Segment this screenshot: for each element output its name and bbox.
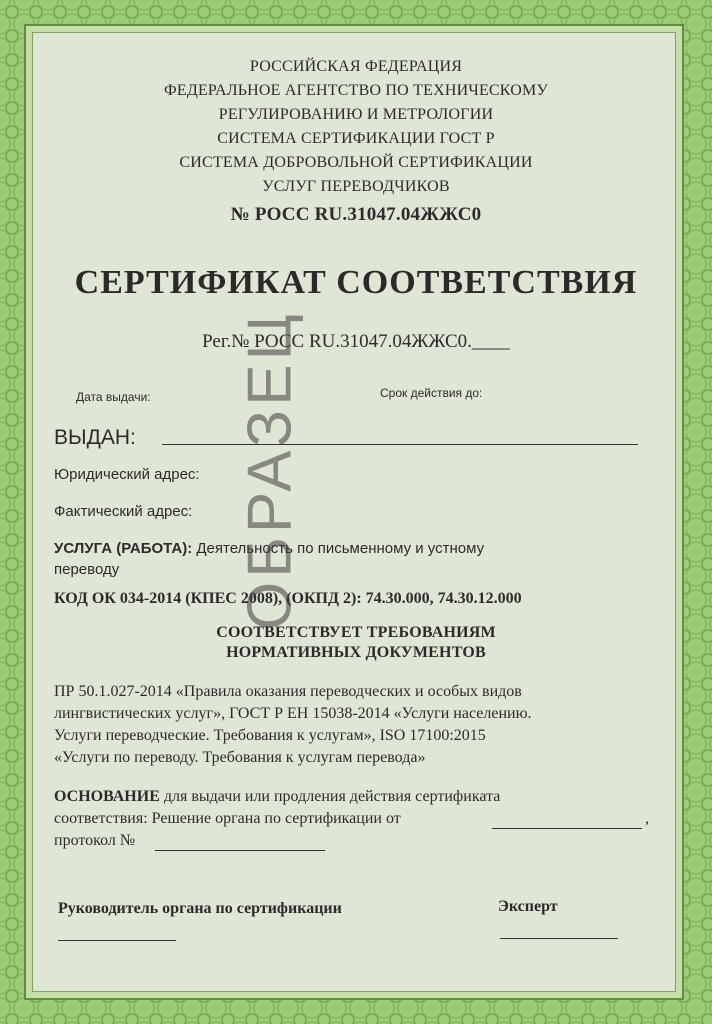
header-line-5: СИСТЕМА ДОБРОВОЛЬНОЙ СЕРТИФИКАЦИИ	[179, 154, 533, 171]
header-line-2: ФЕДЕРАЛЬНОЕ АГЕНТСТВО ПО ТЕХНИЧЕСКОМУ	[164, 82, 548, 99]
basis-label: ОСНОВАНИЕ	[54, 788, 160, 805]
service-text: Деятельность по письменному и устному	[192, 540, 485, 557]
basis-line-2: соответствия: Решение органа по сертификации от	[54, 810, 401, 827]
legal-address-label: Юридический адрес:	[54, 466, 200, 483]
conformity-line-2: НОРМАТИВНЫХ ДОКУМЕНТОВ	[226, 644, 486, 661]
issued-to-line	[162, 444, 638, 445]
expert-signature-label: Эксперт	[498, 898, 558, 915]
issue-date-label: Дата выдачи:	[76, 390, 151, 404]
expert-signature-line	[500, 938, 618, 939]
service-line-2: переводу	[54, 561, 120, 578]
standards-line-1: ПР 50.1.027-2014 «Правила оказания переводческих и особых видов	[54, 683, 522, 700]
basis-comma: ,	[645, 810, 649, 827]
service-label: УСЛУГА (РАБОТА):	[54, 540, 193, 557]
issued-label: ВЫДАН:	[54, 426, 136, 449]
valid-until-label: Срок действия до:	[380, 386, 483, 400]
system-number: № РОСС RU.31047.04ЖЖС0	[230, 204, 482, 225]
standards-line-4: «Услуги по переводу. Требования к услугам перевода»	[54, 749, 426, 766]
standards-line-2: лингвистических услуг», ГОСТ Р ЕН 15038-2014 «Услуги населению.	[54, 705, 532, 722]
basis-line-1	[54, 788, 500, 806]
head-signature-label: Руководитель органа по сертификации	[58, 900, 342, 917]
classification-code: КОД ОК 034-2014 (КПЕС 2008), (ОКПД 2): 74.30.000, 74.30.12.000	[54, 590, 522, 607]
header-line-6: УСЛУГ ПЕРЕВОДЧИКОВ	[262, 178, 450, 195]
header-line-4: СИСТЕМА СЕРТИФИКАЦИИ ГОСТ Р	[217, 130, 495, 147]
basis-line-3: протокол №	[54, 832, 136, 849]
decision-date-line	[492, 828, 642, 829]
protocol-number-line	[155, 850, 325, 851]
basis-line-1-rest: для выдачи или продления действия сертификата	[159, 788, 501, 805]
actual-address-label: Фактический адрес:	[54, 503, 193, 520]
head-signature-line	[58, 940, 176, 941]
sample-watermark: ОБРАЗЕЦ	[235, 310, 305, 630]
registration-number: Рег.№ РОСС RU.31047.04ЖЖС0.____	[202, 331, 510, 352]
standards-line-3: Услуги переводческие. Требования к услугам», ISO 17100:2015	[54, 727, 486, 744]
certificate-title: СЕРТИФИКАТ СООТВЕТСТВИЯ	[74, 264, 638, 301]
header-line-1: РОССИЙСКАЯ ФЕДЕРАЦИЯ	[249, 58, 463, 75]
conformity-line-1: СООТВЕТСТВУЕТ ТРЕБОВАНИЯМ	[216, 624, 496, 641]
header-line-3: РЕГУЛИРОВАНИЮ И МЕТРОЛОГИИ	[218, 106, 494, 123]
